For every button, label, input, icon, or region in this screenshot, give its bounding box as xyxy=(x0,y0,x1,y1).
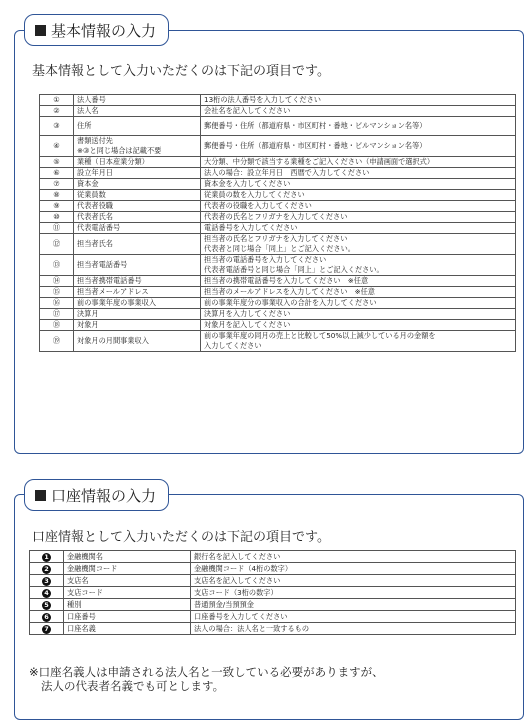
row-number xyxy=(30,551,64,563)
row-number xyxy=(30,611,64,623)
item-name: 住所 xyxy=(74,117,201,136)
item-description: 郵便番号・住所（都道府県・市区町村・番地・ビルマンション名等） xyxy=(201,136,516,157)
row-number: ② xyxy=(40,106,74,117)
item-description: 前の事業年度の同月の売上と比較して50%以上減少している月の金額を 入力してください xyxy=(201,331,516,352)
number-badge-icon: 1 xyxy=(42,553,51,562)
item-name: 対象月の月間事業収入 xyxy=(74,331,201,352)
basic-info-lead: 基本情報として入力いただくのは下記の項目です。 xyxy=(32,64,330,79)
table-row xyxy=(40,287,516,298)
row-number xyxy=(30,599,64,611)
item-name: 決算月 xyxy=(74,309,201,320)
account-info-table xyxy=(29,550,516,635)
item-name: 種別 xyxy=(64,599,191,611)
item-description: 法人の場合：法人名と一致するもの xyxy=(191,623,516,635)
row-number: ⑯ xyxy=(40,298,74,309)
account-info-title: 口座情報の入力 xyxy=(51,486,157,505)
item-description: 郵便番号・住所（都道府県・市区町村・番地・ビルマンション名等） xyxy=(201,117,516,136)
number-badge-icon: 6 xyxy=(42,613,51,622)
item-name: 担当者携帯電話番号 xyxy=(74,276,201,287)
account-note xyxy=(29,665,384,693)
item-description: 資本金を入力してください xyxy=(201,179,516,190)
table-row xyxy=(40,136,516,157)
row-number: ⑫ xyxy=(40,234,74,255)
item-name: 設立年月日 xyxy=(74,168,201,179)
item-name: 法人番号 xyxy=(74,95,201,106)
table-row xyxy=(30,587,516,599)
table-row xyxy=(40,201,516,212)
item-name: 金融機関コード xyxy=(64,563,191,575)
item-description: 担当者の電話番号を入力してください 代表者電話番号と同じ場合「同上」とご記入ください。 xyxy=(201,255,516,276)
item-name: 口座番号 xyxy=(64,611,191,623)
row-number: ⑦ xyxy=(40,179,74,190)
table-row xyxy=(40,179,516,190)
row-number: ③ xyxy=(40,117,74,136)
row-number: ⑱ xyxy=(40,320,74,331)
table-row xyxy=(30,599,516,611)
item-description: 銀行名を記入してください xyxy=(191,551,516,563)
account-note-line1: ※口座名義人は申請される法人名と一致している必要がありますが、 xyxy=(29,665,384,679)
row-number xyxy=(30,563,64,575)
item-name: 対象月 xyxy=(74,320,201,331)
item-description: 決算月を入力してください xyxy=(201,309,516,320)
table-row xyxy=(40,320,516,331)
item-description: 口座番号を入力してください xyxy=(191,611,516,623)
number-badge-icon: 2 xyxy=(42,565,51,574)
item-name: 書類送付先 ※③と同じ場合は記載不要 xyxy=(74,136,201,157)
table-row xyxy=(40,157,516,168)
table-row xyxy=(40,223,516,234)
row-number: ⑭ xyxy=(40,276,74,287)
item-name: 担当者電話番号 xyxy=(74,255,201,276)
item-description: 従業員の数を入力してください xyxy=(201,190,516,201)
item-description: 対象月を記入してください xyxy=(201,320,516,331)
row-number: ⑨ xyxy=(40,201,74,212)
item-name: 業種（日本産業分類） xyxy=(74,157,201,168)
table-row xyxy=(40,298,516,309)
item-name: 代表者氏名 xyxy=(74,212,201,223)
row-number: ⑲ xyxy=(40,331,74,352)
item-name: 従業員数 xyxy=(74,190,201,201)
row-number: ⑩ xyxy=(40,212,74,223)
item-description: 支店名を記入してください xyxy=(191,575,516,587)
item-description: 会社名を記入してください xyxy=(201,106,516,117)
basic-info-table xyxy=(39,94,516,352)
item-description: 普通預金/当預預金 xyxy=(191,599,516,611)
row-number: ⑮ xyxy=(40,287,74,298)
table-row xyxy=(40,255,516,276)
table-row xyxy=(40,309,516,320)
item-name: 支店コード xyxy=(64,587,191,599)
item-name: 法人名 xyxy=(74,106,201,117)
number-badge-icon: 7 xyxy=(42,625,51,634)
item-name: 代表電話番号 xyxy=(74,223,201,234)
table-row xyxy=(30,551,516,563)
square-bullet-icon xyxy=(35,490,46,501)
row-number: ⑤ xyxy=(40,157,74,168)
item-description: 担当者の氏名とフリガナを入力してください 代表者と同じ場合「同上」とご記入ください。 xyxy=(201,234,516,255)
item-name: 金融機関名 xyxy=(64,551,191,563)
number-badge-icon: 5 xyxy=(42,601,51,610)
item-name: 前の事業年度の事業収入 xyxy=(74,298,201,309)
basic-info-tab xyxy=(24,14,169,46)
table-row xyxy=(40,106,516,117)
table-row xyxy=(30,623,516,635)
table-row xyxy=(40,95,516,106)
row-number: ⑥ xyxy=(40,168,74,179)
account-info-tab xyxy=(24,479,169,511)
item-name: 口座名義 xyxy=(64,623,191,635)
table-row xyxy=(40,234,516,255)
basic-info-title: 基本情報の入力 xyxy=(51,21,157,40)
row-number: ⑰ xyxy=(40,309,74,320)
table-row xyxy=(30,575,516,587)
item-description: 代表者の役職を入力してください xyxy=(201,201,516,212)
row-number xyxy=(30,623,64,635)
row-number: ⑪ xyxy=(40,223,74,234)
number-badge-icon: 3 xyxy=(42,577,51,586)
table-row xyxy=(40,212,516,223)
item-description: 前の事業年度分の事業収入の合計を入力してください xyxy=(201,298,516,309)
item-description: 13桁の法人番号を入力してください xyxy=(201,95,516,106)
row-number: ⑬ xyxy=(40,255,74,276)
item-description: 法人の場合：設立年月日 西暦で入力してください xyxy=(201,168,516,179)
table-row xyxy=(40,117,516,136)
item-description: 支店コード（3桁の数字） xyxy=(191,587,516,599)
square-bullet-icon xyxy=(35,25,46,36)
row-number: ① xyxy=(40,95,74,106)
table-row xyxy=(40,276,516,287)
item-description: 担当者のメールアドレスを入力してください ※任意 xyxy=(201,287,516,298)
number-badge-icon: 4 xyxy=(42,589,51,598)
item-name: 担当者メールアドレス xyxy=(74,287,201,298)
row-number: ④ xyxy=(40,136,74,157)
item-description: 代表者の氏名とフリガナを入力してください xyxy=(201,212,516,223)
table-row xyxy=(40,168,516,179)
item-name: 代表者役職 xyxy=(74,201,201,212)
account-info-lead: 口座情報として入力いただくのは下記の項目です。 xyxy=(32,530,330,545)
item-name: 担当者氏名 xyxy=(74,234,201,255)
table-row xyxy=(30,563,516,575)
item-description: 電話番号を入力してください xyxy=(201,223,516,234)
row-number: ⑧ xyxy=(40,190,74,201)
row-number xyxy=(30,575,64,587)
item-name: 資本金 xyxy=(74,179,201,190)
account-note-line2: 法人の代表者名義でも可とします。 xyxy=(41,679,225,693)
item-description: 大分類、中分類で該当する業種をご記入ください（申請画面で選択式） xyxy=(201,157,516,168)
item-name: 支店名 xyxy=(64,575,191,587)
row-number xyxy=(30,587,64,599)
table-row xyxy=(40,190,516,201)
item-description: 金融機関コード（4桁の数字） xyxy=(191,563,516,575)
table-row xyxy=(40,331,516,352)
item-description: 担当者の携帯電話番号を入力してください ※任意 xyxy=(201,276,516,287)
table-row xyxy=(30,611,516,623)
